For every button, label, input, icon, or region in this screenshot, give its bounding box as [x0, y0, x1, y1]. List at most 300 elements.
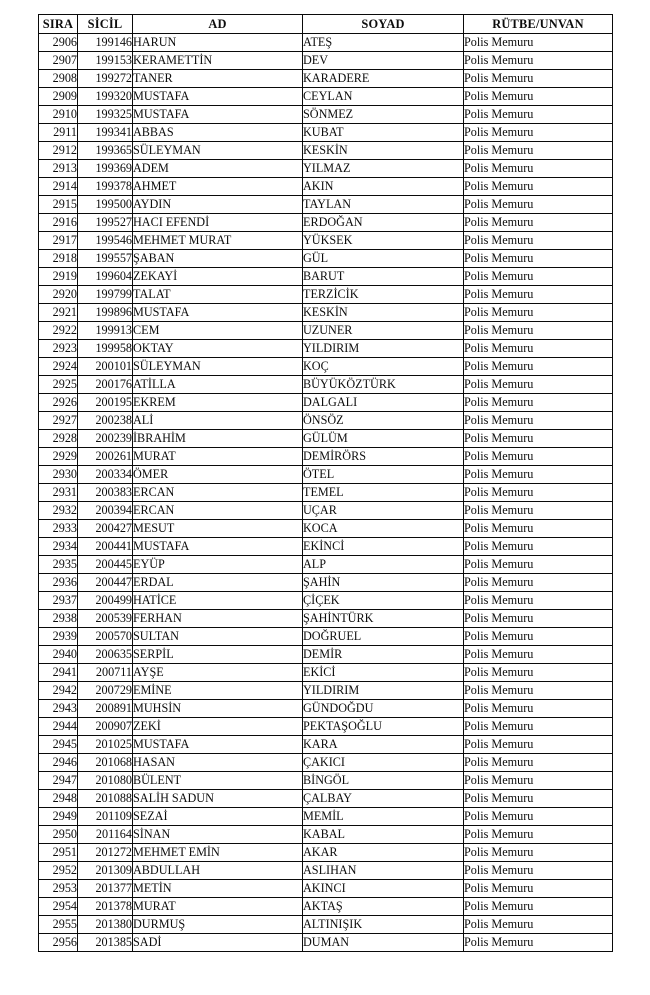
- cell-sicil: 199958: [78, 340, 133, 358]
- cell-ad: SERPİL: [133, 646, 303, 664]
- table-row: [39, 826, 613, 844]
- table-row: [39, 898, 613, 916]
- cell-sira: 2937: [39, 592, 78, 610]
- cell-soyad: YILMAZ: [303, 160, 464, 178]
- cell-soyad: ÇALBAY: [303, 790, 464, 808]
- cell-ad: MUSTAFA: [133, 304, 303, 322]
- cell-rutbe: Polis Memuru: [464, 178, 613, 196]
- cell-sira: 2925: [39, 376, 78, 394]
- cell-sira: 2919: [39, 268, 78, 286]
- cell-soyad: ÖTEL: [303, 466, 464, 484]
- cell-rutbe: Polis Memuru: [464, 322, 613, 340]
- cell-rutbe: Polis Memuru: [464, 52, 613, 70]
- cell-soyad: KARA: [303, 736, 464, 754]
- cell-sira: 2941: [39, 664, 78, 682]
- table-row: [39, 70, 613, 88]
- cell-sicil: 199913: [78, 322, 133, 340]
- cell-sicil: 200891: [78, 700, 133, 718]
- cell-soyad: DEMİRÖRS: [303, 448, 464, 466]
- cell-rutbe: Polis Memuru: [464, 268, 613, 286]
- cell-sicil: 199341: [78, 124, 133, 142]
- cell-rutbe: Polis Memuru: [464, 520, 613, 538]
- table-row: [39, 916, 613, 934]
- cell-ad: ADEM: [133, 160, 303, 178]
- cell-sira: 2931: [39, 484, 78, 502]
- cell-sira: 2947: [39, 772, 78, 790]
- cell-soyad: ALP: [303, 556, 464, 574]
- cell-sira: 2943: [39, 700, 78, 718]
- cell-rutbe: Polis Memuru: [464, 898, 613, 916]
- table-row: [39, 556, 613, 574]
- cell-ad: EMİNE: [133, 682, 303, 700]
- cell-ad: SALİH SADUN: [133, 790, 303, 808]
- cell-rutbe: Polis Memuru: [464, 430, 613, 448]
- cell-sicil: 199153: [78, 52, 133, 70]
- cell-ad: MUSTAFA: [133, 538, 303, 556]
- cell-soyad: EKİCİ: [303, 664, 464, 682]
- cell-sira: 2935: [39, 556, 78, 574]
- table-row: [39, 304, 613, 322]
- cell-sira: 2928: [39, 430, 78, 448]
- column-header-ad: AD: [133, 15, 303, 34]
- cell-ad: TANER: [133, 70, 303, 88]
- table-row: [39, 448, 613, 466]
- cell-rutbe: Polis Memuru: [464, 538, 613, 556]
- table-row: [39, 844, 613, 862]
- cell-rutbe: Polis Memuru: [464, 34, 613, 52]
- cell-rutbe: Polis Memuru: [464, 250, 613, 268]
- cell-rutbe: Polis Memuru: [464, 70, 613, 88]
- cell-sira: 2920: [39, 286, 78, 304]
- table-row: [39, 268, 613, 286]
- table-row: [39, 124, 613, 142]
- cell-rutbe: Polis Memuru: [464, 412, 613, 430]
- cell-ad: MUSTAFA: [133, 106, 303, 124]
- cell-sicil: 200334: [78, 466, 133, 484]
- cell-sicil: 201080: [78, 772, 133, 790]
- cell-soyad: KESKİN: [303, 304, 464, 322]
- cell-ad: TALAT: [133, 286, 303, 304]
- cell-sira: 2912: [39, 142, 78, 160]
- cell-soyad: BÜYÜKÖZTÜRK: [303, 376, 464, 394]
- cell-ad: CEM: [133, 322, 303, 340]
- cell-sira: 2906: [39, 34, 78, 52]
- cell-sicil: 201025: [78, 736, 133, 754]
- table-row: [39, 430, 613, 448]
- cell-ad: BÜLENT: [133, 772, 303, 790]
- cell-rutbe: Polis Memuru: [464, 934, 613, 952]
- cell-soyad: ŞAHİN: [303, 574, 464, 592]
- cell-rutbe: Polis Memuru: [464, 826, 613, 844]
- cell-rutbe: Polis Memuru: [464, 592, 613, 610]
- cell-rutbe: Polis Memuru: [464, 124, 613, 142]
- cell-sicil: 199546: [78, 232, 133, 250]
- cell-rutbe: Polis Memuru: [464, 196, 613, 214]
- cell-ad: HARUN: [133, 34, 303, 52]
- cell-soyad: MEMİL: [303, 808, 464, 826]
- cell-sicil: 199604: [78, 268, 133, 286]
- table-row: [39, 412, 613, 430]
- cell-ad: METİN: [133, 880, 303, 898]
- table-row: [39, 340, 613, 358]
- cell-sira: 2946: [39, 754, 78, 772]
- cell-soyad: GÜNDOĞDU: [303, 700, 464, 718]
- cell-soyad: YILDIRIM: [303, 340, 464, 358]
- cell-rutbe: Polis Memuru: [464, 754, 613, 772]
- cell-sicil: 199369: [78, 160, 133, 178]
- cell-sicil: 199378: [78, 178, 133, 196]
- cell-sicil: 200499: [78, 592, 133, 610]
- cell-ad: KERAMETTİN: [133, 52, 303, 70]
- cell-soyad: KESKİN: [303, 142, 464, 160]
- cell-sira: 2917: [39, 232, 78, 250]
- cell-soyad: YILDIRIM: [303, 682, 464, 700]
- cell-sicil: 201377: [78, 880, 133, 898]
- cell-ad: ABBAS: [133, 124, 303, 142]
- cell-sicil: 199272: [78, 70, 133, 88]
- cell-rutbe: Polis Memuru: [464, 610, 613, 628]
- cell-sicil: 200195: [78, 394, 133, 412]
- cell-sira: 2927: [39, 412, 78, 430]
- table-row: [39, 376, 613, 394]
- cell-ad: FERHAN: [133, 610, 303, 628]
- cell-ad: OKTAY: [133, 340, 303, 358]
- cell-soyad: DEMİR: [303, 646, 464, 664]
- column-header-rutbe: RÜTBE/UNVAN: [464, 15, 613, 34]
- table-row: [39, 664, 613, 682]
- cell-sicil: 200445: [78, 556, 133, 574]
- cell-sicil: 199557: [78, 250, 133, 268]
- cell-soyad: KABAL: [303, 826, 464, 844]
- cell-soyad: ÇİÇEK: [303, 592, 464, 610]
- cell-rutbe: Polis Memuru: [464, 232, 613, 250]
- cell-ad: SULTAN: [133, 628, 303, 646]
- cell-soyad: KOÇ: [303, 358, 464, 376]
- cell-sira: 2938: [39, 610, 78, 628]
- cell-sira: 2930: [39, 466, 78, 484]
- cell-soyad: BİNGÖL: [303, 772, 464, 790]
- cell-sira: 2952: [39, 862, 78, 880]
- cell-soyad: DEV: [303, 52, 464, 70]
- cell-ad: MURAT: [133, 448, 303, 466]
- cell-rutbe: Polis Memuru: [464, 142, 613, 160]
- cell-sicil: 201309: [78, 862, 133, 880]
- cell-sicil: 200261: [78, 448, 133, 466]
- table-row: [39, 52, 613, 70]
- cell-sicil: 200907: [78, 718, 133, 736]
- cell-rutbe: Polis Memuru: [464, 466, 613, 484]
- cell-rutbe: Polis Memuru: [464, 106, 613, 124]
- cell-sira: 2955: [39, 916, 78, 934]
- cell-sicil: 200539: [78, 610, 133, 628]
- cell-ad: ERCAN: [133, 484, 303, 502]
- cell-soyad: KOCA: [303, 520, 464, 538]
- cell-ad: AYŞE: [133, 664, 303, 682]
- table-row: [39, 808, 613, 826]
- cell-ad: ERDAL: [133, 574, 303, 592]
- table-row: [39, 484, 613, 502]
- cell-sicil: 199146: [78, 34, 133, 52]
- cell-rutbe: Polis Memuru: [464, 916, 613, 934]
- cell-ad: SİNAN: [133, 826, 303, 844]
- column-header-sicil: SİCİL: [78, 15, 133, 34]
- cell-rutbe: Polis Memuru: [464, 88, 613, 106]
- cell-soyad: ASLIHAN: [303, 862, 464, 880]
- cell-ad: EKREM: [133, 394, 303, 412]
- cell-rutbe: Polis Memuru: [464, 214, 613, 232]
- column-header-sira: SIRA: [39, 15, 78, 34]
- cell-soyad: AKAR: [303, 844, 464, 862]
- cell-ad: SADİ: [133, 934, 303, 952]
- cell-sira: 2926: [39, 394, 78, 412]
- cell-soyad: TERZİCİK: [303, 286, 464, 304]
- table-row: [39, 88, 613, 106]
- cell-sira: 2918: [39, 250, 78, 268]
- cell-soyad: ÇAKICI: [303, 754, 464, 772]
- cell-sira: 2922: [39, 322, 78, 340]
- table-row: [39, 466, 613, 484]
- cell-ad: MURAT: [133, 898, 303, 916]
- cell-ad: MEHMET EMİN: [133, 844, 303, 862]
- cell-sira: 2908: [39, 70, 78, 88]
- table-row: [39, 34, 613, 52]
- cell-ad: ŞABAN: [133, 250, 303, 268]
- table-header: [39, 15, 613, 34]
- cell-sicil: 201385: [78, 934, 133, 952]
- cell-sicil: 200711: [78, 664, 133, 682]
- cell-ad: ABDULLAH: [133, 862, 303, 880]
- table-row: [39, 286, 613, 304]
- cell-rutbe: Polis Memuru: [464, 376, 613, 394]
- cell-ad: AYDIN: [133, 196, 303, 214]
- cell-ad: EYÜP: [133, 556, 303, 574]
- cell-sira: 2929: [39, 448, 78, 466]
- cell-rutbe: Polis Memuru: [464, 502, 613, 520]
- cell-sicil: 201380: [78, 916, 133, 934]
- cell-sira: 2949: [39, 808, 78, 826]
- cell-sira: 2915: [39, 196, 78, 214]
- cell-rutbe: Polis Memuru: [464, 700, 613, 718]
- table-row: [39, 934, 613, 952]
- cell-rutbe: Polis Memuru: [464, 448, 613, 466]
- cell-sira: 2932: [39, 502, 78, 520]
- cell-rutbe: Polis Memuru: [464, 340, 613, 358]
- cell-sicil: 199365: [78, 142, 133, 160]
- cell-sicil: 199527: [78, 214, 133, 232]
- table-row: [39, 700, 613, 718]
- cell-soyad: TAYLAN: [303, 196, 464, 214]
- cell-ad: MUSTAFA: [133, 736, 303, 754]
- cell-sicil: 200570: [78, 628, 133, 646]
- cell-rutbe: Polis Memuru: [464, 790, 613, 808]
- cell-ad: ÖMER: [133, 466, 303, 484]
- cell-sicil: 200447: [78, 574, 133, 592]
- cell-rutbe: Polis Memuru: [464, 160, 613, 178]
- cell-rutbe: Polis Memuru: [464, 394, 613, 412]
- cell-rutbe: Polis Memuru: [464, 862, 613, 880]
- cell-sira: 2924: [39, 358, 78, 376]
- cell-soyad: ŞAHİNTÜRK: [303, 610, 464, 628]
- cell-ad: DURMUŞ: [133, 916, 303, 934]
- cell-ad: ERCAN: [133, 502, 303, 520]
- table-row: [39, 322, 613, 340]
- cell-ad: MUHSİN: [133, 700, 303, 718]
- column-header-soyad: SOYAD: [303, 15, 464, 34]
- table-row: [39, 754, 613, 772]
- table-row: [39, 106, 613, 124]
- cell-rutbe: Polis Memuru: [464, 772, 613, 790]
- cell-ad: MUSTAFA: [133, 88, 303, 106]
- table-row: [39, 502, 613, 520]
- table-row: [39, 592, 613, 610]
- cell-sira: 2956: [39, 934, 78, 952]
- cell-sicil: 201272: [78, 844, 133, 862]
- table-row: [39, 196, 613, 214]
- cell-ad: MESUT: [133, 520, 303, 538]
- table-body: [39, 34, 613, 952]
- cell-ad: ALİ: [133, 412, 303, 430]
- cell-ad: ZEKİ: [133, 718, 303, 736]
- cell-rutbe: Polis Memuru: [464, 484, 613, 502]
- personnel-roster-table: [38, 14, 613, 952]
- table-row: [39, 394, 613, 412]
- cell-ad: ZEKAYİ: [133, 268, 303, 286]
- cell-soyad: AKIN: [303, 178, 464, 196]
- cell-sira: 2940: [39, 646, 78, 664]
- cell-ad: MEHMET MURAT: [133, 232, 303, 250]
- cell-rutbe: Polis Memuru: [464, 844, 613, 862]
- cell-sicil: 200238: [78, 412, 133, 430]
- cell-sira: 2950: [39, 826, 78, 844]
- cell-soyad: DUMAN: [303, 934, 464, 952]
- cell-soyad: AKTAŞ: [303, 898, 464, 916]
- table-row: [39, 178, 613, 196]
- cell-soyad: DOĞRUEL: [303, 628, 464, 646]
- cell-sira: 2944: [39, 718, 78, 736]
- cell-sicil: 199500: [78, 196, 133, 214]
- cell-soyad: GÜL: [303, 250, 464, 268]
- cell-sicil: 200635: [78, 646, 133, 664]
- cell-soyad: ÖNSÖZ: [303, 412, 464, 430]
- cell-rutbe: Polis Memuru: [464, 358, 613, 376]
- cell-soyad: GÜLÜM: [303, 430, 464, 448]
- cell-sira: 2914: [39, 178, 78, 196]
- cell-rutbe: Polis Memuru: [464, 574, 613, 592]
- cell-sira: 2936: [39, 574, 78, 592]
- table-row: [39, 628, 613, 646]
- table-row: [39, 862, 613, 880]
- cell-sira: 2948: [39, 790, 78, 808]
- cell-ad: ATİLLA: [133, 376, 303, 394]
- cell-soyad: ALTINIŞIK: [303, 916, 464, 934]
- roster-document: [38, 14, 612, 952]
- cell-soyad: PEKTAŞOĞLU: [303, 718, 464, 736]
- cell-soyad: CEYLAN: [303, 88, 464, 106]
- cell-ad: AHMET: [133, 178, 303, 196]
- cell-sira: 2953: [39, 880, 78, 898]
- cell-sicil: 200176: [78, 376, 133, 394]
- cell-ad: SÜLEYMAN: [133, 142, 303, 160]
- cell-rutbe: Polis Memuru: [464, 718, 613, 736]
- cell-sira: 2954: [39, 898, 78, 916]
- cell-sira: 2945: [39, 736, 78, 754]
- cell-rutbe: Polis Memuru: [464, 304, 613, 322]
- table-row: [39, 232, 613, 250]
- cell-soyad: ATEŞ: [303, 34, 464, 52]
- cell-sicil: 199325: [78, 106, 133, 124]
- cell-sicil: 201164: [78, 826, 133, 844]
- table-row: [39, 682, 613, 700]
- cell-sicil: 200729: [78, 682, 133, 700]
- table-row: [39, 574, 613, 592]
- cell-ad: İBRAHİM: [133, 430, 303, 448]
- cell-ad: SÜLEYMAN: [133, 358, 303, 376]
- cell-sira: 2909: [39, 88, 78, 106]
- cell-sicil: 199320: [78, 88, 133, 106]
- cell-sira: 2916: [39, 214, 78, 232]
- table-row: [39, 142, 613, 160]
- table-row: [39, 880, 613, 898]
- cell-sira: 2923: [39, 340, 78, 358]
- cell-sira: 2910: [39, 106, 78, 124]
- table-row: [39, 790, 613, 808]
- cell-sicil: 201109: [78, 808, 133, 826]
- cell-rutbe: Polis Memuru: [464, 736, 613, 754]
- cell-soyad: TEMEL: [303, 484, 464, 502]
- cell-sira: 2939: [39, 628, 78, 646]
- cell-sira: 2933: [39, 520, 78, 538]
- cell-sira: 2911: [39, 124, 78, 142]
- cell-rutbe: Polis Memuru: [464, 556, 613, 574]
- cell-sicil: 199896: [78, 304, 133, 322]
- cell-soyad: AKINCI: [303, 880, 464, 898]
- table-row: [39, 718, 613, 736]
- cell-ad: HASAN: [133, 754, 303, 772]
- cell-sicil: 201068: [78, 754, 133, 772]
- cell-soyad: ERDOĞAN: [303, 214, 464, 232]
- table-row: [39, 214, 613, 232]
- table-row: [39, 358, 613, 376]
- cell-sira: 2921: [39, 304, 78, 322]
- cell-sira: 2934: [39, 538, 78, 556]
- cell-soyad: YÜKSEK: [303, 232, 464, 250]
- cell-soyad: BARUT: [303, 268, 464, 286]
- cell-rutbe: Polis Memuru: [464, 664, 613, 682]
- table-row: [39, 250, 613, 268]
- cell-soyad: DALGALI: [303, 394, 464, 412]
- table-row: [39, 772, 613, 790]
- cell-soyad: KARADERE: [303, 70, 464, 88]
- cell-soyad: UÇAR: [303, 502, 464, 520]
- cell-rutbe: Polis Memuru: [464, 646, 613, 664]
- cell-sicil: 200383: [78, 484, 133, 502]
- cell-soyad: SÖNMEZ: [303, 106, 464, 124]
- table-row: [39, 736, 613, 754]
- cell-sicil: 200427: [78, 520, 133, 538]
- cell-rutbe: Polis Memuru: [464, 286, 613, 304]
- cell-ad: HACI EFENDİ: [133, 214, 303, 232]
- table-row: [39, 538, 613, 556]
- table-row: [39, 520, 613, 538]
- cell-rutbe: Polis Memuru: [464, 880, 613, 898]
- cell-sicil: 200394: [78, 502, 133, 520]
- table-row: [39, 160, 613, 178]
- cell-sicil: 200441: [78, 538, 133, 556]
- cell-rutbe: Polis Memuru: [464, 682, 613, 700]
- cell-sicil: 201378: [78, 898, 133, 916]
- cell-soyad: EKİNCİ: [303, 538, 464, 556]
- cell-rutbe: Polis Memuru: [464, 628, 613, 646]
